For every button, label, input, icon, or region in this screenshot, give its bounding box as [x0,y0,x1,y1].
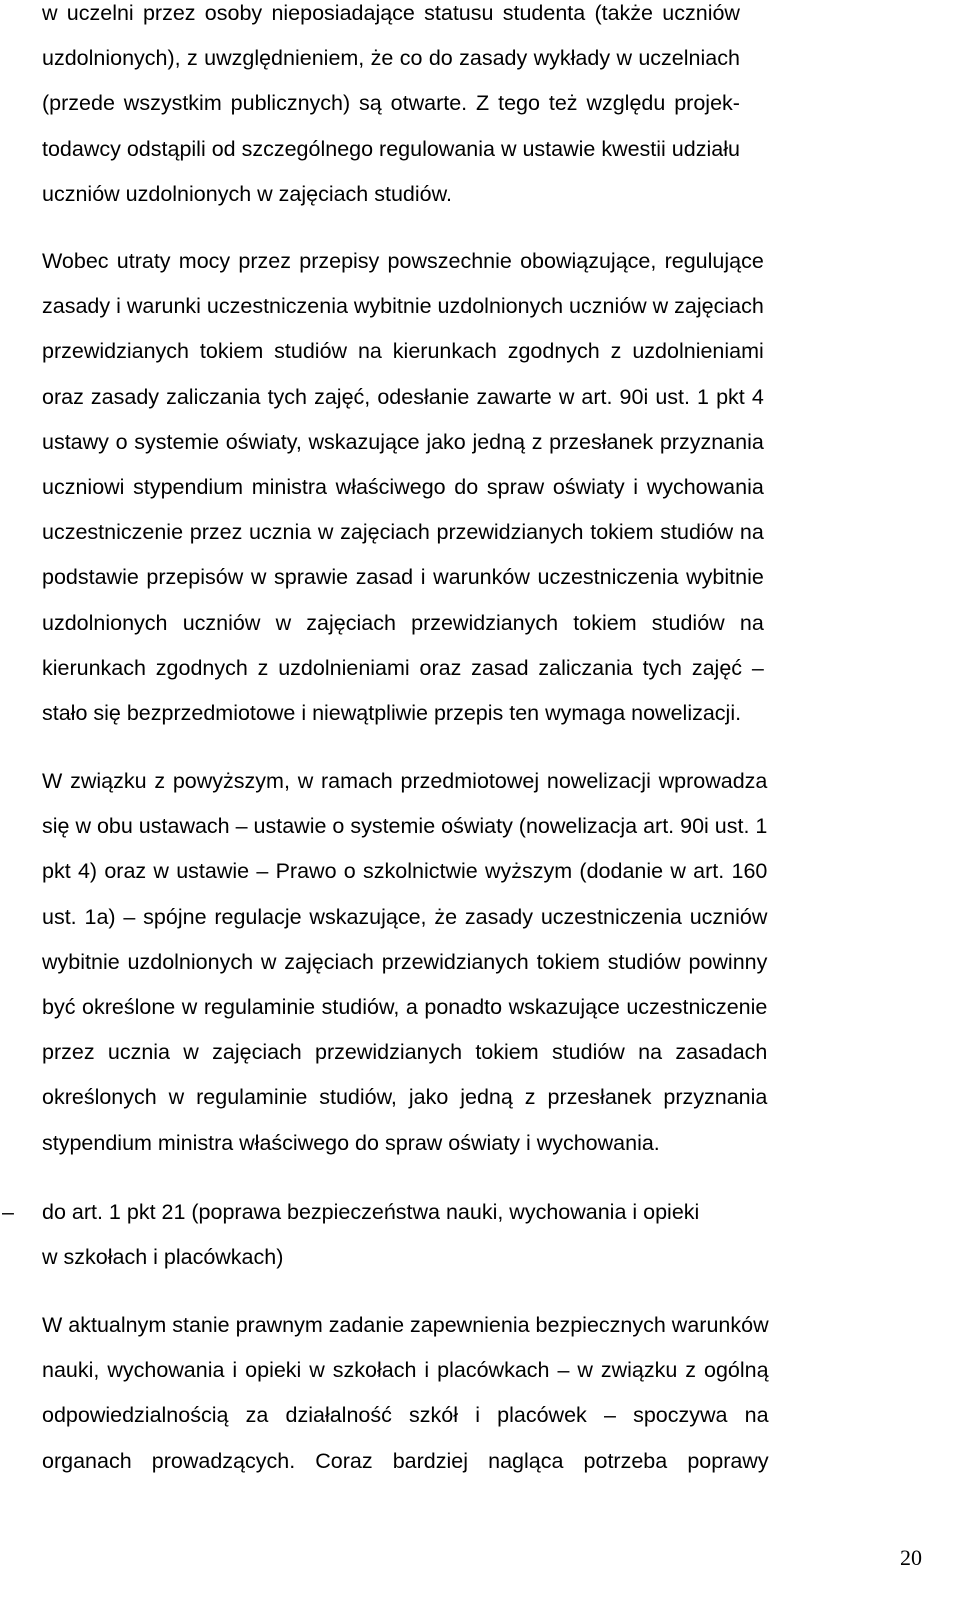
text-line: Wobec utraty mocy przez przepisy powszechnie obowiązujące, regulujące [42,249,764,273]
text-line: oraz zasady zaliczania tych zajęć, odesłanie zawarte w art. 90i ust. 1 pkt 4 [42,384,764,409]
text-line: się w obu ustawach – ustawie o systemie oświaty (nowelizacja art. 90i ust. 1 [42,814,768,839]
text-line: uzdolnionych uczniów w zajęciach przewidzianych tokiem studiów na [42,610,764,635]
text-line: W aktualnym stanie prawnym zadanie zapewnienia bezpiecznych warunków [42,1313,769,1337]
text-line: ust. 1a) – spójne regulacje wskazujące, że zasady uczestniczenia uczniów [42,904,768,929]
text-line: wybitnie uzdolnionych w zajęciach przewidzianych tokiem studiów powinny [42,949,768,974]
text-line: być określone w regulaminie studiów, a ponadto wskazujące uczestniczenie [42,995,768,1020]
text-line: w uczelni przez osoby nieposiadające statusu studenta (także uczniów [42,1,740,25]
text-line: w szkołach i placówkach) [42,1245,284,1270]
text-line: stało się bezprzedmiotowe i niewątpliwie przepis ten wymaga nowelizacji. [42,701,742,726]
text-line: nauki, wychowania i opieki w szkołach i placówkach – w związku z ogólną [42,1358,769,1383]
text-line: W związku z powyższym, w ramach przedmiotowej nowelizacji wprowadza [42,769,768,793]
paragraph-5 [42,1303,769,1484]
text-line: określonych w regulaminie studiów, jako jedną z przesłanek przyznania [42,1085,768,1110]
text-line: uczestniczenie przez ucznia w zajęciach przewidzianych tokiem studiów na [42,520,764,545]
text-line: przez ucznia w zajęciach przewidzianych tokiem studiów na zasadach [42,1040,768,1065]
text-line: stypendium ministra właściwego do spraw oświaty i wychowania. [42,1130,660,1155]
text-line: pkt 4) oraz w ustawie – Prawo o szkolnictwie wyższym (dodanie w art. 160 [42,859,768,884]
list-dash: – [2,1200,14,1224]
paragraph-3 [42,759,767,1166]
text-line: (przede wszystkim publicznych) są otwarte. Z tego też względu projek- [42,91,740,116]
text-line: zasady i warunki uczestniczenia wybitnie uzdolnionych uczniów w zajęciach [42,294,764,319]
text-line: odpowiedzialnością za działalność szkół i placówek – spoczywa na [42,1403,769,1428]
text-line: kierunkach zgodnych z uzdolnieniami oraz zasad zaliczania tych zajęć – [42,655,764,680]
text-line: organach prowadzących. Coraz bardziej nagląca potrzeba poprawy [42,1448,769,1473]
text-line: todawcy odstąpili od szczególnego regulowania w ustawie kwestii udziału [42,136,740,161]
text-line: uzdolnionych), z uwzględnieniem, że co do zasady wykłady w uczelniach [42,46,740,71]
text-line: do art. 1 pkt 21 (poprawa bezpieczeństwa nauki, wychowania i opieki [42,1200,700,1224]
paragraph-1 [42,0,740,217]
paragraph-2 [42,239,764,736]
page-number: 20 [900,1545,922,1570]
text-line: podstawie przepisów w sprawie zasad i warunków uczestniczenia wybitnie [42,565,764,590]
text-line: przewidzianych tokiem studiów na kierunkach zgodnych z uzdolnieniami [42,339,764,364]
list-item-art-1-pkt-21 [2,1190,700,1280]
text-line: uczniowi stypendium ministra właściwego do spraw oświaty i wychowania [42,475,764,500]
text-line: uczniów uzdolnionych w zajęciach studiów. [42,181,452,206]
text-line: ustawy o systemie oświaty, wskazujące jako jedną z przesłanek przyznania [42,429,764,454]
